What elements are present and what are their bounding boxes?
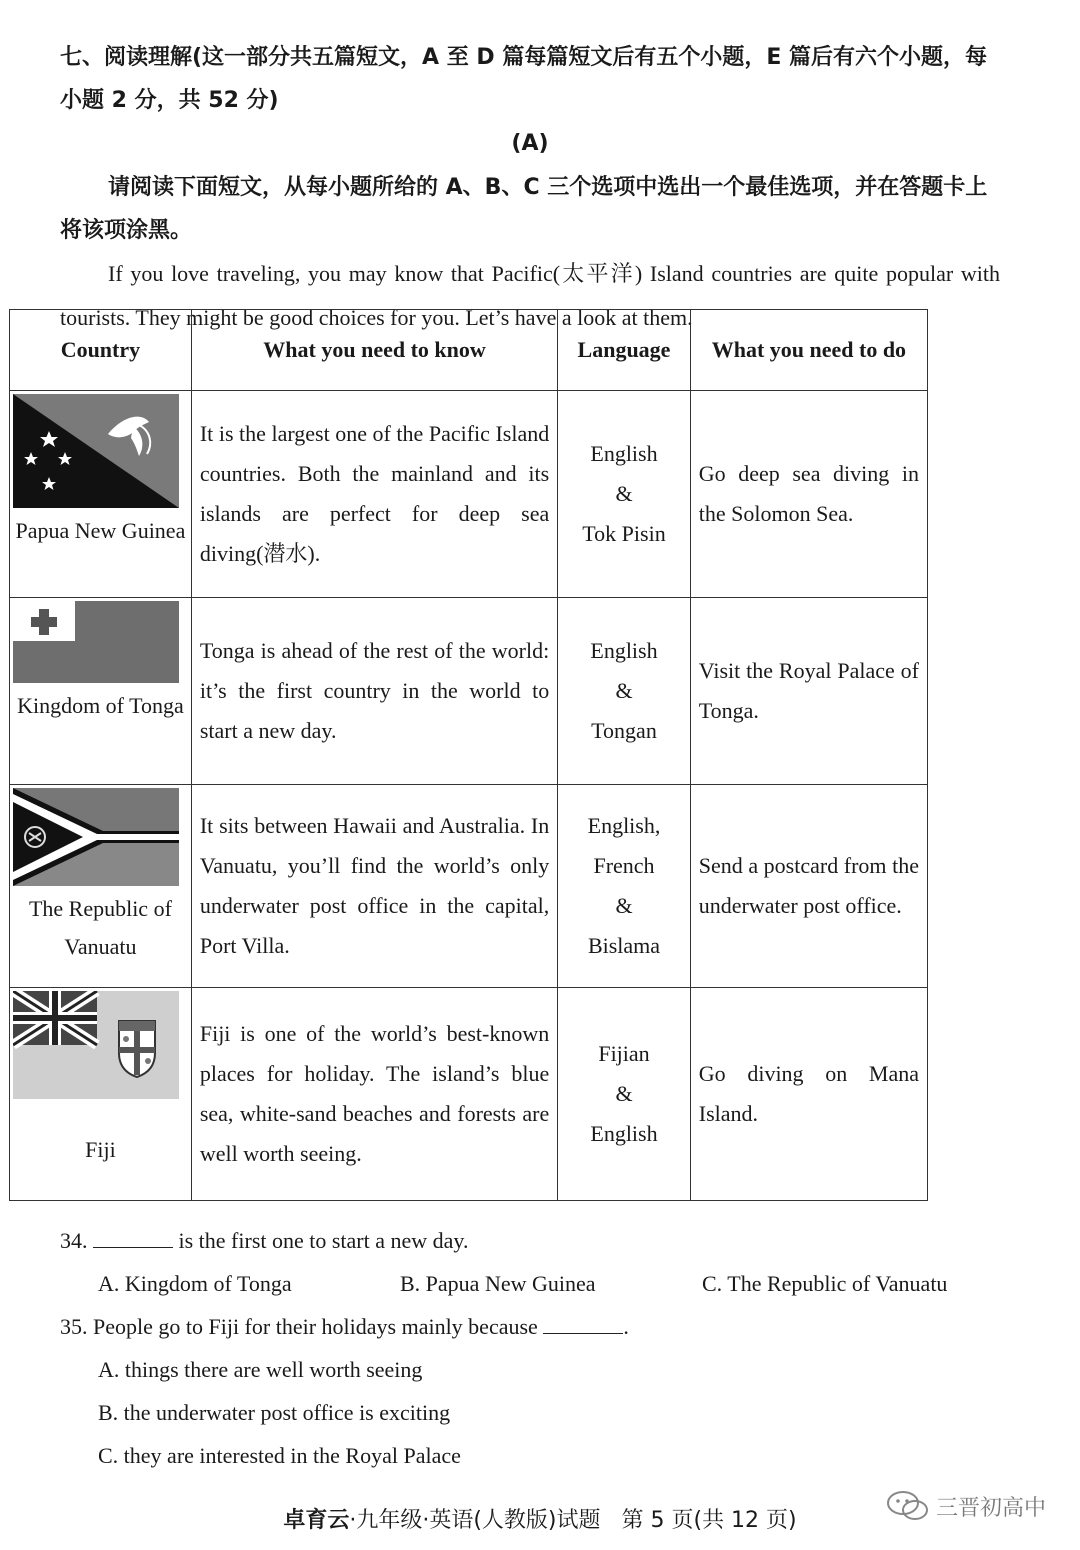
watermark bbox=[886, 1489, 1046, 1523]
watermark-text: 三晋初高中 bbox=[935, 1495, 1046, 1521]
tonga-flag-icon bbox=[13, 601, 179, 683]
table-row bbox=[10, 988, 928, 1201]
know-cell: It is the largest one of the Pacific Island countries. Both the mainland and its islands are perfect for deep sea diving(潜水). bbox=[191, 391, 557, 598]
answer-blank bbox=[93, 1229, 173, 1248]
part-label: (A) bbox=[511, 131, 549, 156]
language-line: & bbox=[615, 678, 633, 703]
instructions: 请阅读下面短文，从每小题所给的 A、B、C 三个选项中选出一个最佳选项，并在答题卡上将该项涂黑。 bbox=[60, 175, 988, 243]
section-heading: 七、阅读理解(这一部分共五篇短文，A 至 D 篇每篇短文后有五个小题，E 篇后有六个小题，每小题 2 分，共 52 分) bbox=[60, 45, 988, 113]
country-name: Kingdom of Tonga bbox=[17, 693, 184, 718]
question-stem: People go to Fiji for their holidays mainly because bbox=[93, 1314, 538, 1339]
todo-cell: Go diving on Mana Island. bbox=[690, 988, 927, 1201]
todo-cell: Go deep sea diving in the Solomon Sea. bbox=[690, 391, 927, 598]
fiji-flag-icon bbox=[13, 991, 179, 1099]
language-cell bbox=[558, 391, 691, 598]
language-line: English bbox=[590, 441, 658, 466]
papua-new-guinea-flag-icon bbox=[13, 394, 179, 508]
language-line: French bbox=[593, 853, 655, 878]
footer-page: 第 5 页(共 12 页) bbox=[621, 1508, 797, 1533]
country-name: Papua New Guinea bbox=[15, 518, 186, 543]
page-content bbox=[60, 36, 1000, 340]
option-c: C. they are interested in the Royal Palace bbox=[98, 1443, 461, 1468]
vanuatu-flag-icon bbox=[13, 788, 179, 886]
header-country: Country bbox=[10, 310, 192, 391]
language-line: Bislama bbox=[587, 933, 661, 958]
options-34 bbox=[60, 1262, 1000, 1305]
country-table bbox=[9, 309, 928, 1201]
know-cell: It sits between Hawaii and Australia. In Vanuatu, you’ll find the world’s only underwater post office in the capital, Port Villa. bbox=[191, 785, 557, 988]
option-a: A. Kingdom of Tonga bbox=[98, 1271, 292, 1296]
option-c: C. The Republic of Vanuatu bbox=[702, 1271, 948, 1296]
language-line: Fijian bbox=[598, 1041, 650, 1066]
footer-title: ·九年级·英语(人教版)试题 bbox=[349, 1508, 601, 1533]
language-line: English bbox=[590, 1121, 658, 1146]
language-line: Tongan bbox=[591, 718, 657, 743]
language-line: Tok Pisin bbox=[582, 521, 666, 546]
question-number: 34. bbox=[60, 1228, 88, 1253]
language-line: & bbox=[615, 1081, 633, 1106]
language-line: English bbox=[590, 638, 658, 663]
option-b: B. the underwater post office is exciting bbox=[98, 1400, 451, 1425]
country-name: Fiji bbox=[85, 1137, 116, 1162]
language-cell bbox=[558, 785, 691, 988]
question-number: 35. bbox=[60, 1314, 88, 1339]
wechat-icon bbox=[886, 1489, 930, 1523]
know-cell: Fiji is one of the world’s best-known places for holiday. The island’s blue sea, white-sand beaches and forests are well worth seeing. bbox=[191, 988, 557, 1201]
header-language: Language bbox=[558, 310, 691, 391]
language-cell bbox=[558, 598, 691, 785]
country-cell bbox=[10, 598, 192, 785]
todo-cell: Send a postcard from the underwater post office. bbox=[690, 785, 927, 988]
answer-blank bbox=[543, 1315, 623, 1334]
language-line: English, bbox=[587, 813, 661, 838]
country-name: The Republic of Vanuatu bbox=[28, 896, 172, 959]
table-row bbox=[10, 785, 928, 988]
table-row bbox=[10, 598, 928, 785]
table-row bbox=[10, 391, 928, 598]
todo-cell: Visit the Royal Palace of Tonga. bbox=[690, 598, 927, 785]
question-stem-end: . bbox=[623, 1314, 629, 1339]
country-cell bbox=[10, 785, 192, 988]
footer-brand: 卓育云 bbox=[283, 1508, 350, 1533]
header-know: What you need to know bbox=[191, 310, 557, 391]
question-35 bbox=[60, 1305, 1000, 1348]
option-a: A. things there are well worth seeing bbox=[98, 1357, 423, 1382]
language-line: & bbox=[615, 481, 633, 506]
language-cell bbox=[558, 988, 691, 1201]
option-b: B. Papua New Guinea bbox=[400, 1271, 596, 1296]
question-34 bbox=[60, 1219, 1000, 1262]
country-cell bbox=[10, 988, 192, 1201]
country-cell bbox=[10, 391, 192, 598]
questions bbox=[60, 1219, 1000, 1477]
intro-paragraph: If you love traveling, you may know that Pacific(太平洋) Island countries are quite popular with tourists. They might be good choices for you. Let’s have a look at them. bbox=[60, 261, 1000, 330]
table-header-row bbox=[10, 310, 928, 391]
language-line: & bbox=[615, 893, 633, 918]
know-cell: Tonga is ahead of the rest of the world: it’s the first country in the world to start a new day. bbox=[191, 598, 557, 785]
question-stem: is the first one to start a new day. bbox=[178, 1228, 469, 1253]
header-todo: What you need to do bbox=[690, 310, 927, 391]
